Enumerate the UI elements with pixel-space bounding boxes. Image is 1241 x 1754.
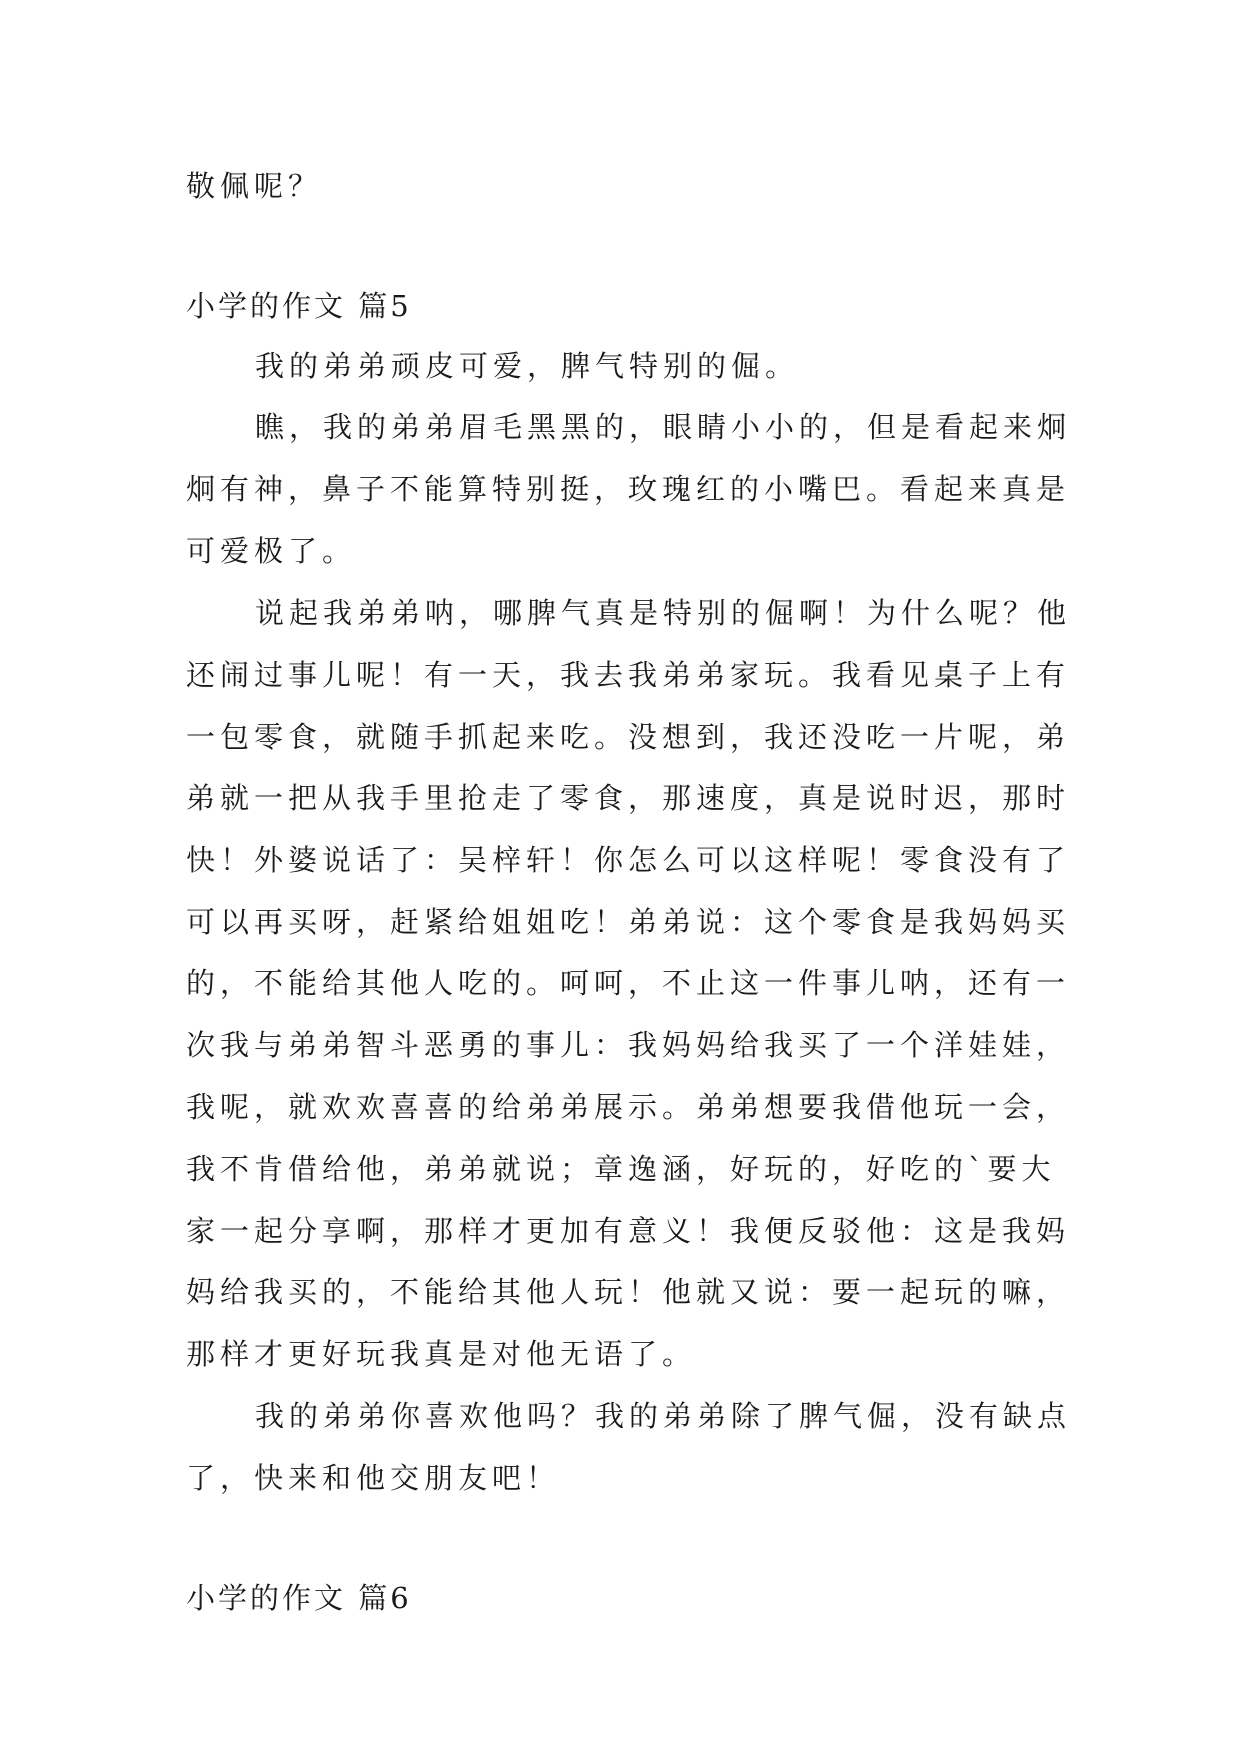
paragraph-line: 次我与弟弟智斗恶勇的事儿：我妈妈给我买了一个洋娃娃， <box>186 1028 1071 1062</box>
paragraph-line: 我不肯借给他，弟弟就说；章逸涵，好玩的，好吃的`要大 <box>186 1152 1056 1186</box>
paragraph-line: 还闹过事儿呢！有一天，我去我弟弟家玩。我看见桌子上有 <box>186 658 1071 692</box>
paragraph-line: 一包零食，就随手抓起来吃。没想到，我还没吃一片呢，弟 <box>186 720 1071 754</box>
section-heading: 小学的作文 篇6 <box>186 1581 412 1615</box>
paragraph-line: 炯有神，鼻子不能算特别挺，玫瑰红的小嘴巴。看起来真是 <box>186 472 1071 506</box>
section-heading: 小学的作文 篇5 <box>186 289 412 323</box>
paragraph-line: 可以再买呀，赶紧给姐姐吃！弟弟说：这个零食是我妈妈买 <box>186 905 1071 939</box>
paragraph-line: 了，快来和他交朋友吧！ <box>186 1461 561 1495</box>
paragraph-line: 快！外婆说话了：吴梓轩！你怎么可以这样呢！零食没有了 <box>186 843 1071 877</box>
text-line: 敬佩呢？ <box>186 169 323 203</box>
paragraph-line: 我的弟弟你喜欢他吗？我的弟弟除了脾气倔，没有缺点 <box>255 1399 1072 1433</box>
paragraph-line: 我呢，就欢欢喜喜的给弟弟展示。弟弟想要我借他玩一会， <box>186 1090 1071 1124</box>
paragraph-line: 瞧，我的弟弟眉毛黑黑的，眼睛小小的，但是看起来炯 <box>255 410 1072 444</box>
paragraph-line: 家一起分享啊，那样才更加有意义！我便反驳他：这是我妈 <box>186 1214 1071 1248</box>
paragraph-line: 可爱极了。 <box>186 534 357 568</box>
paragraph-line: 妈给我买的，不能给其他人玩！他就又说：要一起玩的嘛， <box>186 1275 1071 1309</box>
paragraph-line: 我的弟弟顽皮可爱，脾气特别的倔。 <box>255 349 800 383</box>
paragraph-line: 说起我弟弟呐，哪脾气真是特别的倔啊！为什么呢？他 <box>255 596 1072 630</box>
paragraph-line: 那样才更好玩我真是对他无语了。 <box>186 1337 697 1371</box>
paragraph-line: 弟就一把从我手里抢走了零食，那速度，真是说时迟，那时 <box>186 781 1071 815</box>
paragraph-line: 的，不能给其他人吃的。呵呵，不止这一件事儿呐，还有一 <box>186 966 1071 1000</box>
